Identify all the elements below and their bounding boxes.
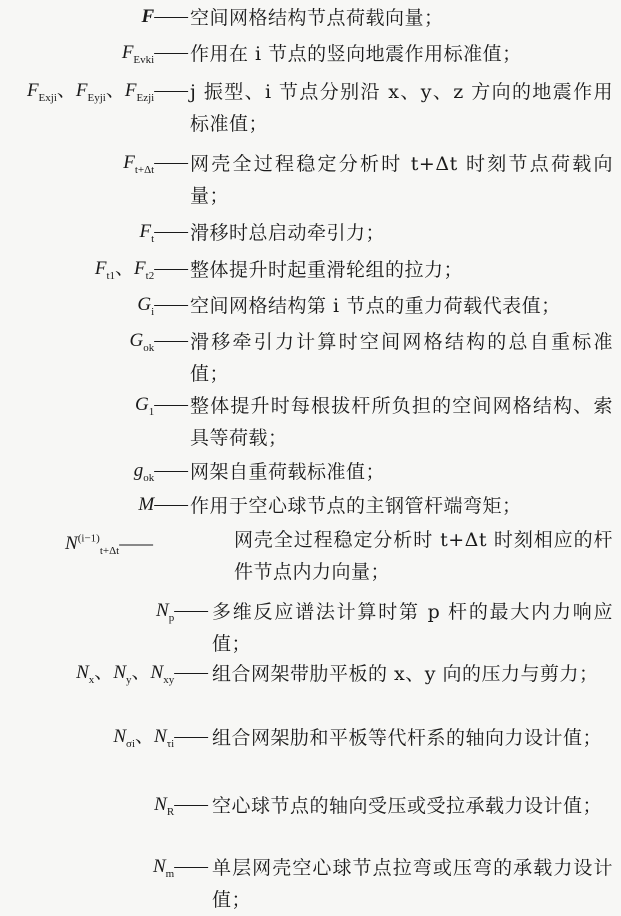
symbol-text: $N_{\sigma i}$、$N_{\tau i}$ [113, 726, 175, 750]
description: 单层网壳空心球节点拉弯或压弯的承载力设计值； [212, 857, 613, 911]
symbol [113, 722, 208, 759]
symbol [156, 596, 208, 633]
dash: —— [154, 258, 188, 279]
symbol-text: $G_i$ [137, 294, 155, 318]
description: 滑移时总启动牵引力； [190, 222, 386, 244]
symbol-text: F [141, 6, 155, 27]
description: 组合网架带肋平板的 x、y 向的压力与剪力； [212, 663, 599, 685]
symbol [129, 326, 188, 363]
description: 整体提升时每根拔杆所负担的空间网格结构、索具等荷载； [190, 395, 613, 449]
symbol-text: $F_t$ [139, 221, 155, 245]
symbol [76, 658, 208, 695]
symbol-text: $N_m$ [152, 856, 175, 880]
symbol [122, 38, 188, 75]
symbol-text: M [138, 494, 155, 515]
symbol-text: $N_p$ [156, 600, 175, 624]
symbol [140, 217, 188, 254]
description: 整体提升时起重滑轮组的拉力； [190, 259, 464, 281]
dash: —— [154, 460, 188, 481]
dash: —— [154, 294, 188, 315]
dash: —— [154, 394, 188, 415]
dash: —— [174, 662, 208, 683]
symbol [135, 390, 188, 427]
description: j 振型、i 节点分别沿 x、y、z 方向的地震作用标准值； [190, 81, 613, 135]
description: 空心球节点的轴向受压或受拉承载力设计值； [212, 795, 603, 817]
symbol [134, 456, 188, 493]
symbol-text: $G_1$ [134, 394, 155, 418]
symbol-text: $g_{ok}$ [133, 460, 155, 484]
description: 网架自重荷载标准值； [190, 461, 386, 483]
dash: —— [154, 152, 188, 173]
dash: —— [154, 6, 188, 27]
symbol-text: $G_{ok}$ [129, 330, 155, 354]
symbol-text: $F_{t+\Delta t}$ [123, 152, 155, 176]
description: 网壳全过程稳定分析时 t+Δt 时刻相应的杆件节点内力向量； [234, 529, 613, 583]
description: 空间网格结构第 i 节点的重力荷载代表值； [190, 295, 561, 317]
description: 作用于空心球节点的主钢管杆端弯矩； [190, 495, 522, 517]
description: 组合网架肋和平板等代杆系的轴向力设计值； [212, 727, 603, 749]
symbol-text: $F_{t1}$、$F_{t2}$ [94, 258, 155, 282]
dash: —— [154, 221, 188, 242]
dash: —— [154, 330, 188, 351]
symbol [154, 790, 208, 827]
symbol [153, 852, 208, 889]
symbol [138, 490, 188, 520]
symbol [65, 524, 153, 566]
symbol-text: $N_R$ [154, 794, 175, 818]
description: 网壳全过程稳定分析时 t+Δt 时刻节点荷载向量； [190, 153, 613, 207]
symbol [27, 76, 188, 113]
dash: —— [154, 494, 188, 515]
symbol [137, 290, 188, 327]
symbol-text: $F_{Evki}$ [121, 42, 155, 66]
description: 滑移牵引力计算时空间网格结构的总自重标准值； [190, 331, 613, 385]
description: 多维反应谱法计算时第 p 杆的最大内力响应值； [212, 601, 613, 655]
dash: —— [119, 533, 153, 555]
description: 作用在 i 节点的竖向地震作用标准值； [190, 43, 522, 65]
description: 空间网格结构节点荷载向量； [190, 7, 444, 29]
symbol [123, 148, 188, 185]
symbol-text: $N_x$、$N_y$、$N_{xy}$ [76, 662, 175, 686]
dash: —— [174, 856, 208, 877]
symbol-text: $F_{Exji}$、$F_{Eyji}$、$F_{Ezji}$ [26, 80, 155, 104]
dash: —— [174, 600, 208, 621]
dash: —— [154, 80, 188, 101]
symbol-text: $N^{(i-1)}_{t+\Delta t}$ [65, 533, 120, 558]
symbol [142, 2, 188, 32]
dash: —— [174, 726, 208, 747]
symbol [95, 254, 188, 291]
dash: —— [174, 794, 208, 815]
dash: —— [154, 42, 188, 63]
